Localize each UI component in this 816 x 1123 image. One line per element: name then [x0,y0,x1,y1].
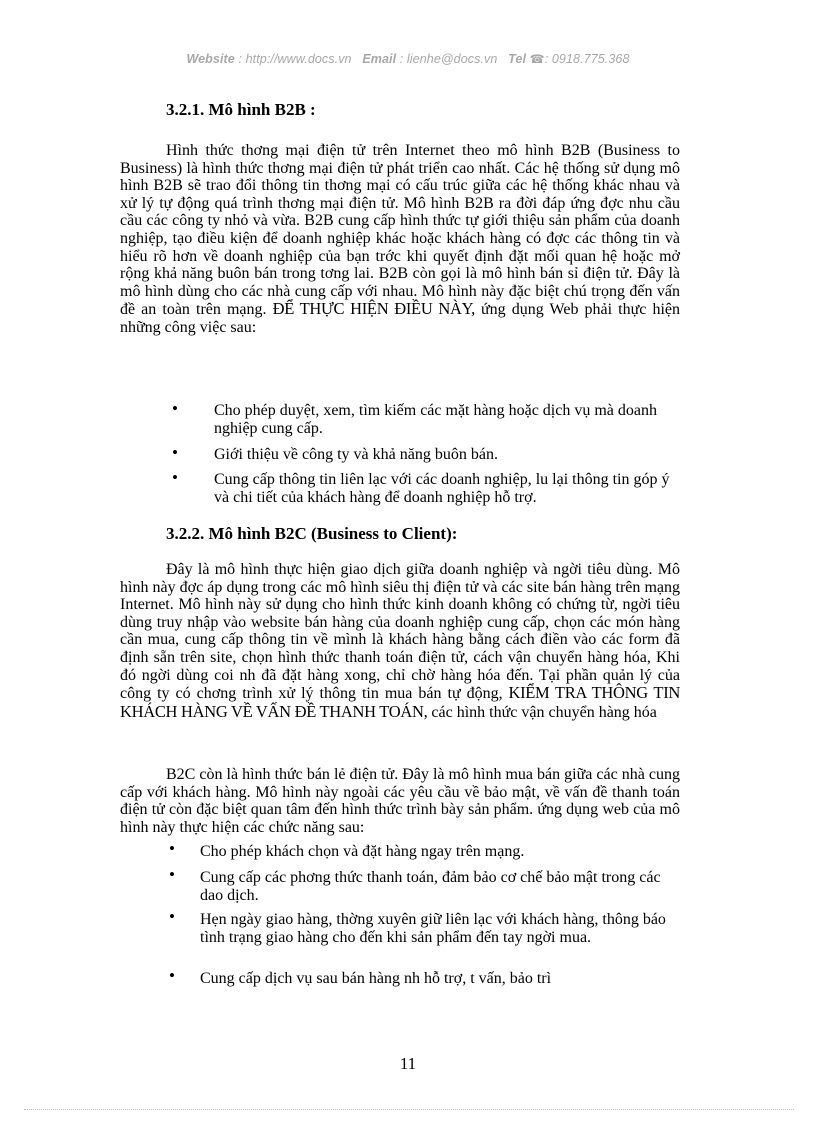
website-label: Website [186,52,235,66]
section-heading-b2b: 3.2.1. Mô hình B2B : [166,100,316,119]
bullet-text: Cung cấp thông tin liên lạc với các doanh nghiệp, lu lại thông tin góp ý và chi tiết của khách hàng để doanh nghiệp hỗ trợ. [214,471,670,506]
list-item [169,865,685,911]
list-item [169,907,685,970]
list-item [169,966,685,992]
website-value: : http://www.docs.vn [238,52,352,66]
b2c-paragraph-1-text: Đây là mô hình thực hiện giao dịch giữa doanh nghiệp và ngời tiêu dùng. Mô hình này đợc áp dụng trong các mô hình siêu thị điện tử và các site bán hàng trên mạng Internet. Mô hình này sử dụng cho hình thức kinh doanh không có chứng từ, ngời tiêu dùng truy nhập vào website bán hàng của doanh nghiệp cung cấp, chọn các món hàng cần mua, cung cấp thông tin về mình là khách hàng bằng cách điền vào các form đã định sẵn trên site, chọn hình thức thanh toán điện tử, cách vận chuyển hàng hóa, Khi đó ngời dùng coi nh đã đặt hàng xong, chỉ chờ hàng hóa đến. Tại phần quản lý của công ty có chơng trình xử lý thông tin mua bán tự động, [120,561,680,703]
b2b-paragraph [120,142,680,337]
bullet-icon: • [169,907,175,926]
b2c-paragraph-1-after: các hình thức vận chuyển hàng hóa [427,703,657,721]
phone-icon: ☎ [529,52,545,66]
bullet-icon: • [172,443,178,462]
bullet-icon: • [172,399,178,418]
list-item [172,468,684,511]
bullet-text: Cung cấp dịch vụ sau bán hàng nh hỗ trợ, t vấn, bảo trì [200,970,552,987]
bullet-text: Cho phép khách chọn và đặt hàng ngay trên mạng. [200,843,525,860]
bullet-text: Cho phép duyệt, xem, tìm kiếm các mặt hàng hoặc dịch vụ mà doanh nghiệp cung cấp. [214,402,657,437]
b2c-caps-text: KIỂM TRA THÔNG TIN KHÁCH HÀNG VỀ VẤN ĐỀ THANH TOÁN, [120,683,681,721]
list-item [172,399,684,446]
bullet-text: Hẹn ngày giao hàng, thờng xuyên giữ liên lạc với khách hàng, thông báo tình trạng giao hàng cho đến khi sản phẩm đến tay ngời mua. [200,911,666,946]
footer-divider [24,1109,794,1110]
email-label: Email [362,52,397,66]
email-value: : lienhe@docs.vn [399,52,498,66]
b2c-paragraph-2-text: B2C còn là hình thức bán lẻ điện tử. Đây là mô hình mua bán giữa các nhà cung cấp với khách hàng. Mô hình này ngoài các yêu cầu về bảo mật, về vấn đề thanh toán điện tử còn đặc biệt quan tâm đến hình thức trình bày sản phẩm. ứng dụng web của mô hình này thực hiện các chức năng sau: [120,766,680,836]
b2b-caps-text: ĐỂ THỰC HIỆN ĐIỀU NÀY, [272,299,475,319]
bullet-text: Giới thiệu về công ty và khả năng buôn bán. [214,446,498,463]
bullet-icon: • [172,468,178,487]
list-item [172,443,684,471]
tel-label: Tel [508,52,527,66]
b2b-caps-after: ứng dụng Web phải thực hiện những công việc sau: [120,301,681,336]
bullet-icon: • [169,839,175,858]
b2c-paragraph-1 [120,561,680,721]
b2c-paragraph-2 [120,766,680,836]
page-header [0,52,816,66]
tel-value: : 0918.775.368 [544,52,630,66]
b2b-bullet-list [172,399,684,511]
list-item [169,839,685,869]
bullet-icon: • [169,966,175,985]
page-number: 11 [399,1054,417,1073]
b2b-paragraph-text: Hình thức thơng mại điện tử trên Internet theo mô hình B2B (Business to Business) là hình thức thơng mại điện tử phát triển cao nhất. Các hệ thống sử dụng mô hình B2B sẽ trao đổi thông tin thơng mại có cấu trúc giữa các hệ thống khác nhau và xử lý tự động quá trình thơng mại điện tử. Mô hình B2B ra đời đáp ứng đợc nhu cầu cầu các công ty nhỏ và vừa. B2B cung cấp hình thức tự giới thiệu sản phẩm của doanh nghiệp, tạo điều kiện để doanh nghiệp khác hoặc khách hàng có đợc các thông tin và hiểu rõ hơn về doanh nghiệp của bạn trớc khi quyết định đặt mối quan hệ hoặc mở rộng khả năng buôn bán trong tơng lai. B2B còn gọi là mô hình bán sỉ điện tử. Đây là mô hình dùng cho các nhà cung cấp với nhau. Mô hình này đặc biệt chú trọng đến vấn đề an toàn trên mạng. [120,142,680,319]
section-heading-b2c: 3.2.2. Mô hình B2C (Business to Client): [166,524,458,543]
bullet-icon: • [169,865,175,884]
bullet-text: Cung cấp các phơng thức thanh toán, đảm bảo cơ chế bảo mật trong các dao dịch. [200,869,661,904]
b2c-bullet-list [169,839,685,992]
